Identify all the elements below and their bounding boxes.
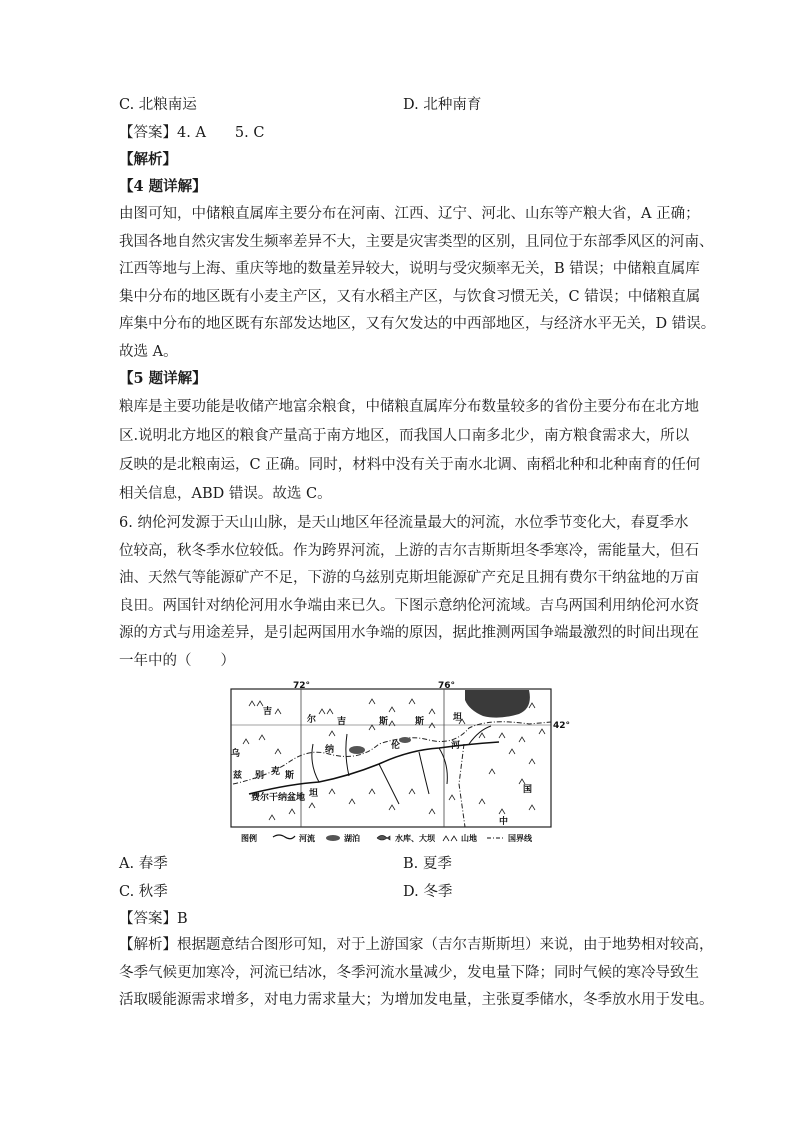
map-label: 斯: [415, 717, 425, 727]
q6-analysis-line: 冬季气候更加寒冷，河流已结冰，冬季河流水量减少，发电量下降；同时气候的寒冷导致生: [119, 964, 699, 981]
q6-line: 良田。两国针对纳伦河用水争端由来已久。下图示意纳伦河流域。吉乌两国利用纳伦河水资: [119, 597, 699, 614]
map-label: 斯: [285, 771, 295, 781]
answer-line: 【答案】4. A 5. C: [119, 125, 265, 141]
q6-analysis-line: 【解析】根据题意结合图形可知，对于上游国家（吉尔吉斯斯坦）来说，由于地势相对较高，: [119, 937, 714, 953]
map-label: 乌: [231, 749, 241, 759]
lake-legend-icon: [326, 835, 340, 841]
q5-explanation: [119, 393, 701, 509]
map-label: 吉: [337, 717, 347, 727]
legend-border: 国界线: [508, 834, 532, 843]
lon-label: 76°: [438, 681, 456, 691]
option-d-prev: D. 北种南育: [403, 97, 482, 113]
q4-line: 集中分布的地区既有小麦主产区，又有水稻主产区，与饮食习惯无关，C 错误；中储粮直属: [119, 288, 701, 305]
lon-label: 72°: [293, 681, 311, 691]
q6-stem: [119, 510, 699, 675]
analysis-label: 【解析】: [119, 151, 177, 168]
map-label: 兹: [233, 771, 243, 781]
q4-line: 江西等地与上海、重庆等地的数量差异较大，说明与受灾频率无关，B 错误；中储粮直属库: [119, 261, 700, 277]
q6-line: 位较高，秋冬季水位较低。作为跨界河流，上游的吉尔吉斯斯坦冬季寒冷，需能量大，但石: [119, 542, 699, 559]
option-c-prev: C. 北粮南运: [119, 97, 197, 113]
legend-lake: 湖泊: [344, 834, 360, 843]
map-label: 坦: [309, 789, 319, 799]
q5-heading: 【5 题详解】: [119, 370, 207, 387]
legend-reservoir: 水库、大坝: [395, 834, 435, 843]
q4-line: 故选 A。: [119, 343, 178, 360]
q6-analysis-line: 活取暖能源需求增多，对电力需求量大；为增加发电量，主张夏季储水，冬季放水用于发电。: [119, 992, 714, 1008]
map-label: 坦: [453, 713, 463, 723]
map-label: 国: [523, 785, 533, 795]
q6-option-a: A. 春季: [119, 856, 168, 872]
q6-line: 源的方式与用途差异，是引起两国用水争端的原因，据此推测两国争端最激烈的时间出现在: [119, 625, 699, 641]
map-legend: [241, 833, 533, 843]
map-label: 河: [451, 741, 461, 751]
q6-line: 一年中的（ ）: [119, 652, 235, 669]
legend-river: 河流: [299, 834, 315, 843]
legend-title: 图例: [241, 834, 257, 843]
river-legend-icon: [273, 835, 295, 839]
q6-option-d: D. 冬季: [403, 884, 453, 900]
q6-line: 油、天然气等能源矿产不足，下游的乌兹别克斯坦能源矿产充足且拥有费尔干纳盆地的万亩: [119, 570, 699, 586]
q5-line: 反映的是北粮南运，C 正确。同时，材料中没有关于南水北调、南稻北种和北种南育的任何: [119, 457, 701, 473]
map-label: 吉: [263, 707, 273, 717]
q5-line: 粮库是主要功能是收储产地富余粮食，中储粮直属库分布数量较多的省份主要分布在北方地: [119, 399, 699, 415]
q6-analysis: [119, 932, 714, 1015]
q6-option-c: C. 秋季: [119, 884, 168, 900]
q5-line: 相关信息，ABD 错误。故选 C。: [119, 486, 332, 502]
q6-answer: 【答案】B: [119, 911, 188, 927]
legend-mountain: 山地: [461, 834, 477, 843]
reservoir-legend-icon: [377, 836, 390, 841]
q4-line: 我国各地自然灾害发生频率差异不大，主要是灾害类型的区别，且同位于东部季风区的河南、: [119, 233, 714, 250]
q4-explanation: [119, 201, 716, 366]
map-label: 纳: [325, 745, 335, 755]
map-label: 中: [499, 817, 509, 827]
q6-option-b: B. 夏季: [403, 856, 452, 872]
map-label: 尔: [307, 715, 317, 725]
map-label: 伦: [391, 741, 401, 751]
q4-heading: 【4 题详解】: [119, 178, 207, 195]
q6-line: 6. 纳伦河发源于天山山脉，是天山地区年径流量最大的河流，水位季节变化大，春夏季水: [119, 515, 689, 531]
map-label: 别: [255, 771, 265, 781]
basin-label: 费尔干纳盆地: [251, 793, 306, 803]
lat-label: 42°: [553, 721, 571, 731]
mountain-legend-icon: [443, 836, 457, 841]
map-label: 克: [271, 767, 281, 777]
q5-line: 区.说明北方地区的粮食产量高于南方地区，而我国人口南多北少，南方粮食需求大，所以: [119, 428, 690, 444]
naryn-basin-map: [229, 681, 571, 844]
map-label: 斯: [379, 717, 389, 727]
q4-line: 库集中分布的地区既有东部发达地区，又有欠发达的中西部地区，与经济水平无关，D 错误。: [119, 316, 716, 332]
q4-line: 由图可知，中储粮直属库主要分布在河南、江西、辽宁、河北、山东等产粮大省，A 正确；: [119, 206, 700, 222]
